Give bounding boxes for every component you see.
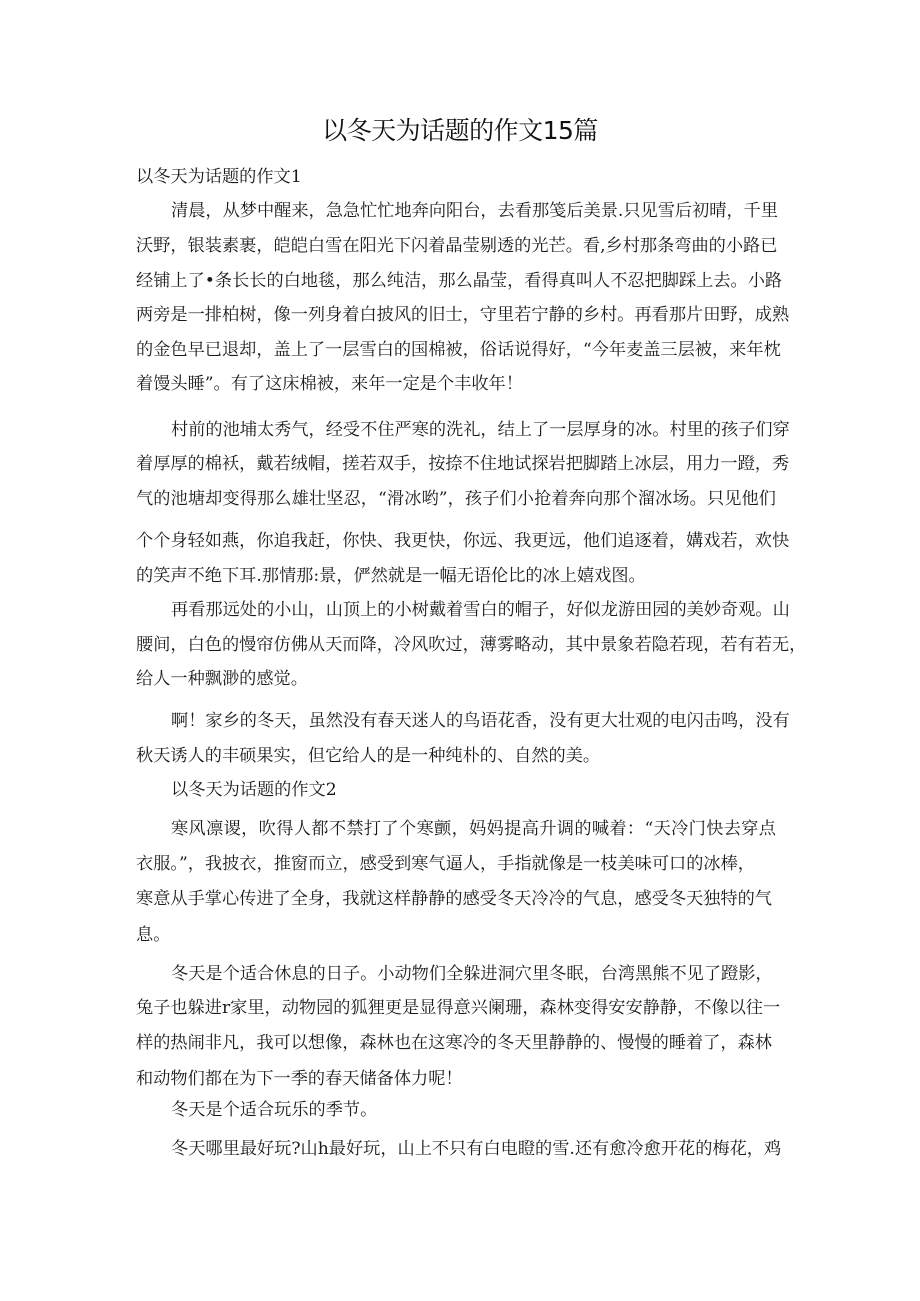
paragraph-line: 冬天哪里最好玩?山h最好玩，山上不只有白电瞪的雪.还有愈冷愈开花的梅花，鸡 (171, 1139, 782, 1159)
paragraph-line: 衣服。”，我披衣，推窗而立，感受到寒气逼人，手指就像是一枝美味可口的冰棒， (136, 854, 755, 874)
paragraph-line: 着馒头睡”。有了这床棉被，来年一定是个丰收年！ (136, 374, 523, 394)
paragraph-line: 冬天是个适合玩乐的季节。 (171, 1100, 378, 1120)
paragraph-line: 两旁是一排柏树，像一列身着白披风的旧士，守里若宁静的乡村。再看那片田野，成熟 (136, 305, 790, 325)
paragraph-line: 村前的池埔太秀气，经受不住严寒的洗礼，结上了一层厚身的冰。村里的孩子们穿 (171, 420, 790, 440)
essay2-heading: 以冬天为话题的作文2 (171, 780, 337, 800)
document-title: 以冬天为话题的作文15篇 (322, 116, 598, 145)
paragraph-line: 冬天是个适合休息的日子。小动物们全躲进洞穴里冬眠，台湾黑熊不见了蹬影， (171, 964, 773, 984)
paragraph-line: 给人一种飘渺的感觉。 (136, 669, 308, 689)
paragraph-line: 息。 (136, 925, 171, 945)
paragraph-line: 个个身轻如燕，你追我赶，你快、我更快，你远、我更远，他们追逐着，媾戏若，欢快 (136, 531, 790, 551)
paragraph-line: 啊！家乡的冬天，虽然没有春天迷人的鸟语花香，没有更大壮观的电闪击鸣，没有 (171, 711, 790, 731)
paragraph-line: 寒风凛谡，吹得人都不禁打了个寒颤，妈妈提高升调的喊着：“天冷门快去穿点 (171, 819, 776, 839)
paragraph-line: 样的热闹非凡，我可以想像，森林也在这寒冷的冬天里静静的、慢慢的睡着了，森林 (136, 1033, 772, 1053)
paragraph-line: 着厚厚的棉袄，戴若绒帽，搓若双手，按捺不住地试探岩把脚踏上冰层，用力一蹬，秀 (136, 454, 790, 474)
paragraph-line: 和动物们都在为下一季的春天储备体力呢！ (136, 1069, 463, 1089)
paragraph-line: 腰间，白色的慢帘仿佛从天而降，冷风吹过，薄雾略动，其中景象若隐若现，若有若无， (136, 635, 807, 655)
paragraph-line: 再看那远处的小山，山顶上的小树戴着雪白的帽子，好似龙游田园的美妙奇观。山 (171, 600, 790, 620)
paragraph-line: 兔子也躲进r家里，动物园的狐狸更是显得意兴阑珊，森林变得安安静静，不像以往一 (136, 998, 781, 1018)
paragraph-line: 秋天诱人的丰硕果实，但它给人的是一种纯朴的、自然的美。 (136, 746, 601, 766)
paragraph-line: 的金色早已退却，盖上了一层雪白的国棉被，俗话说得好，“今年麦盖三层被，来年枕 (136, 340, 781, 360)
paragraph-line: 气的池塘却变得那么雄壮坚忍，“滑冰哟”，孩子们小抢着奔向那个溜冰场。只见他们 (136, 489, 776, 509)
paragraph-line: 的笑声不绝下耳.那情那:景，俨然就是一幅无语伦比的冰上嬉戏图。 (136, 566, 646, 586)
essay1-heading: 以冬天为话题的作文1 (136, 167, 302, 187)
paragraph-line: 清晨，从梦中醒来，急急忙忙地奔向阳台，去看那笺后美景.只见雪后初晴，千里 (171, 201, 779, 221)
paragraph-line: 经铺上了•条长长的白地毯，那么纯洁，那么晶莹，看得真叫人不忍把脚踩上去。小路 (136, 271, 783, 291)
paragraph-line: 沃野，银装素裹，皑皑白雪在阳光下闪着晶莹剔透的光芒。看,乡村那条弯曲的小路已 (136, 236, 778, 256)
paragraph-line: 寒意从手掌心传进了全身，我就这样静静的感受冬天冷冷的气息，感受冬天独特的气 (136, 889, 772, 909)
